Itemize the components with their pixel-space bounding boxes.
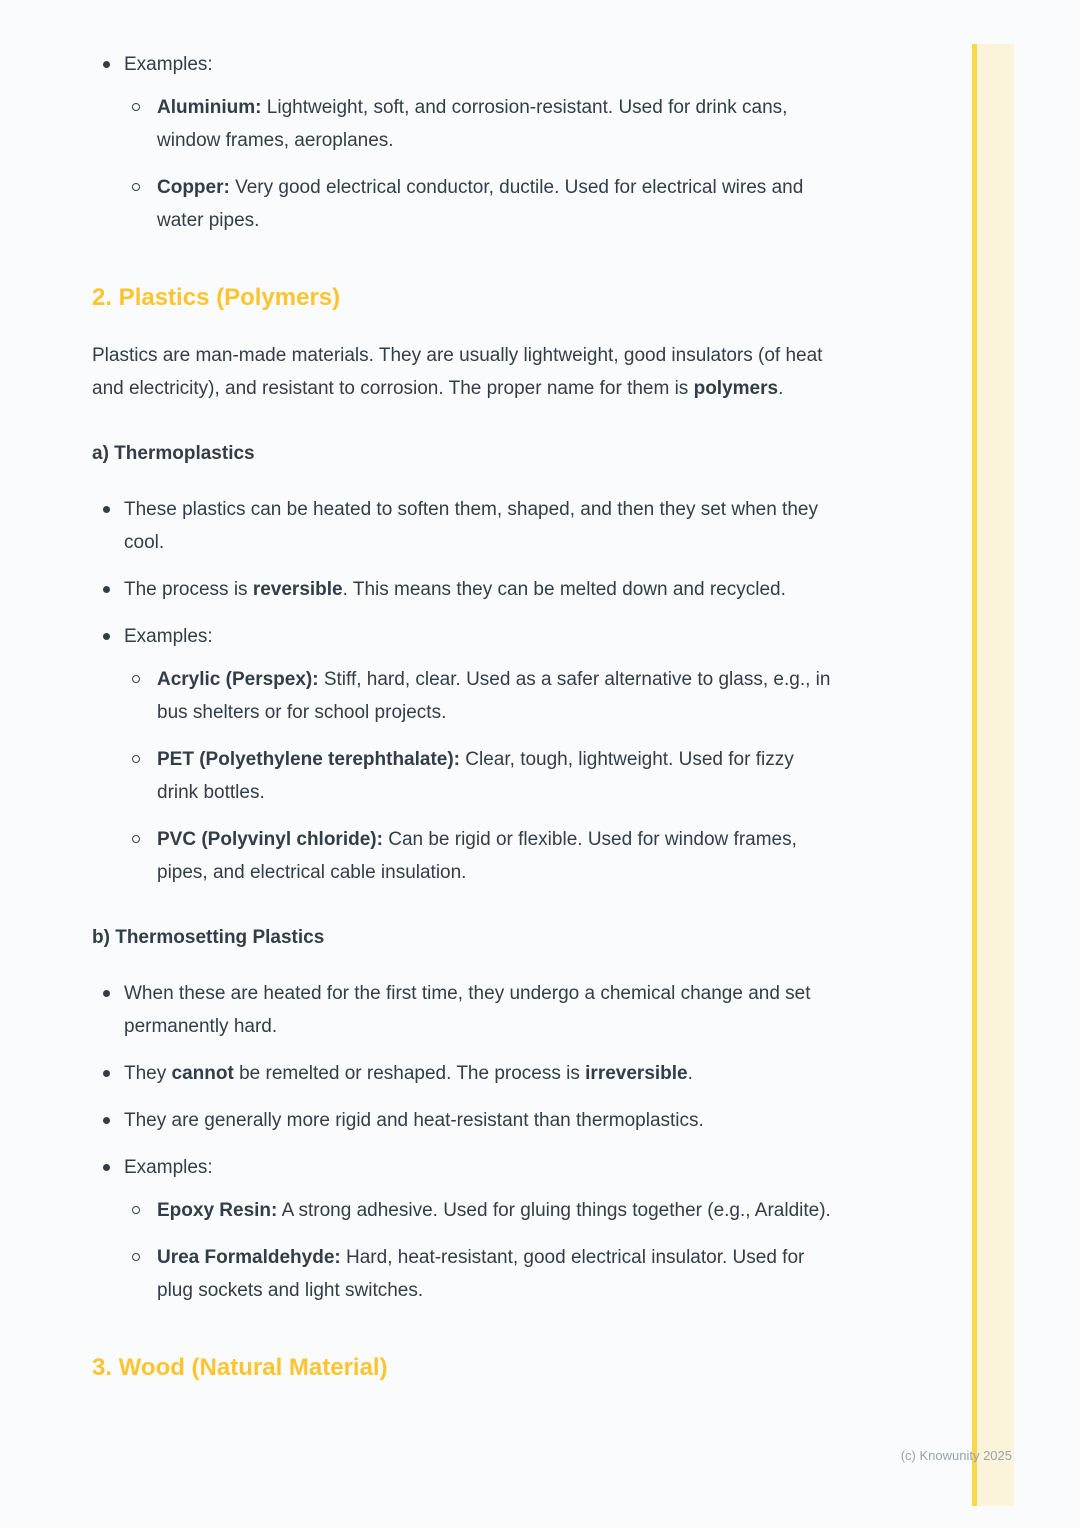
list-item — [92, 48, 832, 237]
subsection-heading-thermosetting: b) Thermosetting Plastics — [92, 927, 325, 948]
list-item — [124, 1241, 832, 1307]
bold-term: Copper: — [157, 177, 230, 198]
metals-examples-list — [92, 48, 832, 237]
text-run: . This means they can be melted down and recycled. — [342, 579, 786, 600]
text-run: Can be rigid or flexible. Used for window frames, pipes, and electrical cable insulation. — [157, 829, 797, 883]
watermark: (c) Knowunity 2025 — [900, 1448, 1012, 1463]
examples-label: Examples: — [124, 1157, 213, 1178]
text-run: . — [687, 1063, 693, 1084]
subsection-heading-thermoplastics: a) Thermoplastics — [92, 443, 255, 464]
text-run: When these are heated for the first time, they undergo a chemical change and set permanently hard. — [124, 983, 811, 1037]
text-run: They are generally more rigid and heat-resistant than thermoplastics. — [124, 1110, 704, 1131]
text-run: These plastics can be heated to soften them, shaped, and then they set when they cool. — [124, 499, 818, 553]
accent-stripe-band — [977, 44, 1014, 1506]
metals-sub-list — [124, 91, 832, 237]
text-run: The process is — [124, 579, 253, 600]
text-run: be remelted or reshaped. The process is — [233, 1063, 586, 1084]
list-item — [92, 1151, 832, 1307]
bold-term: Urea Formaldehyde: — [157, 1247, 341, 1268]
list-item — [124, 171, 832, 237]
bold-term: PVC (Polyvinyl chloride): — [157, 829, 383, 850]
text-run: . — [778, 378, 784, 399]
list-item — [124, 91, 832, 157]
bold-term: cannot — [171, 1063, 234, 1084]
thermosetting-examples-sub-list — [124, 1194, 832, 1307]
bold-term: PET (Polyethylene terephthalate): — [157, 749, 461, 770]
bold-term: polymers — [693, 378, 779, 399]
text-run: Lightweight, soft, and corrosion-resistant. Used for drink cans, window frames, aeroplanes. — [157, 97, 788, 151]
text-run: A strong adhesive. Used for gluing things together (e.g., Araldite). — [277, 1200, 831, 1221]
list-item — [92, 977, 832, 1043]
list-item — [124, 663, 832, 729]
examples-label: Examples: — [124, 54, 213, 75]
document-content — [92, 48, 832, 1409]
text-run: Very good electrical conductor, ductile. Used for electrical wires and water pipes. — [157, 177, 804, 231]
bold-term: Acrylic (Perspex): — [157, 669, 319, 690]
text-run: Plastics are man-made materials. They are usually lightweight, good insulators (of heat and electricity), and resistant to corrosion. The proper name for them is — [92, 345, 823, 399]
list-item — [92, 493, 832, 559]
list-item — [124, 743, 832, 809]
text-run: They — [124, 1063, 172, 1084]
thermoplastics-list — [92, 493, 832, 889]
bold-term: Aluminium: — [157, 97, 262, 118]
list-item — [124, 1194, 832, 1227]
thermosetting-list — [92, 977, 832, 1307]
text-run: Hard, heat-resistant, good electrical insulator. Used for plug sockets and light switches. — [157, 1247, 805, 1301]
text-run: Stiff, hard, clear. Used as a safer alternative to glass, e.g., in bus shelters or for school projects. — [157, 669, 831, 723]
list-item — [124, 823, 832, 889]
plastics-intro-paragraph — [92, 339, 832, 405]
list-item — [92, 573, 832, 606]
bold-term: Epoxy Resin: — [157, 1200, 278, 1221]
bold-term: irreversible — [585, 1063, 688, 1084]
thermoplastics-examples-sub-list — [124, 663, 832, 889]
examples-label: Examples: — [124, 626, 213, 647]
list-item — [92, 1104, 832, 1137]
list-item — [92, 620, 832, 889]
list-item — [92, 1057, 832, 1090]
section-heading-plastics: 2. Plastics (Polymers) — [92, 284, 341, 311]
bold-term: reversible — [252, 579, 343, 600]
text-run: Clear, tough, lightweight. Used for fizzy drink bottles. — [157, 749, 794, 803]
section-heading-wood: 3. Wood (Natural Material) — [92, 1354, 388, 1381]
